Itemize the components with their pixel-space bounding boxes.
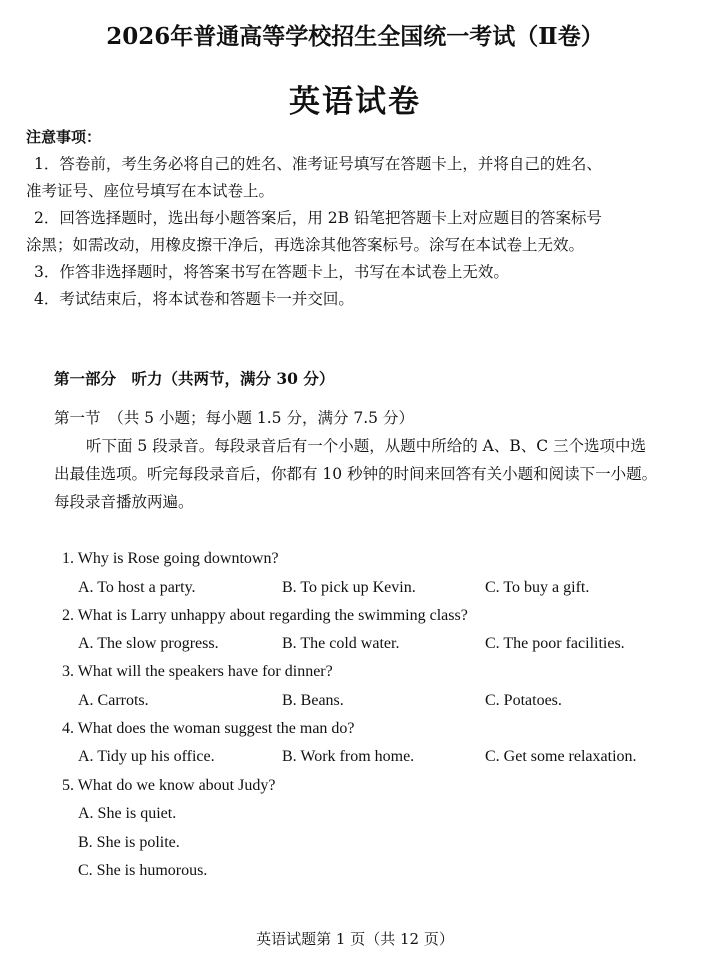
question-1-option-a: A. To host a party.: [78, 579, 196, 596]
question-4-option-a: A. Tidy up his office.: [78, 748, 215, 765]
notice-item-1-line-2: 准考证号、座位号填写在本试卷上。: [26, 182, 275, 200]
notice-item-1-line-1: 1．答卷前，考生务必将自己的姓名、准考证号填写在答题卡上，并将自己的姓名、: [34, 155, 602, 173]
notice-item-4: 4．考试结束后，将本试卷和答题卡一并交回。: [34, 290, 354, 308]
question-2-option-b: B. The cold water.: [282, 635, 400, 652]
question-5-option-c: C. She is humorous.: [78, 862, 208, 879]
instruction-line-3: 每段录音播放两遍。: [54, 493, 194, 511]
question-5-option-a: A. She is quiet.: [78, 805, 177, 822]
section-1-heading: 第一节 （共 5 小题；每小题 1.5 分，满分 7.5 分）: [54, 409, 414, 427]
part-1-heading: 第一部分 听力（共两节，满分 30 分）: [54, 369, 335, 388]
question-1: 1. Why is Rose going downtown?: [62, 550, 279, 567]
instruction-line-1: 听下面 5 段录音。每段录音后有一个小题，从题中所给的 A、B、C 三个选项中选: [86, 437, 647, 455]
notice-item-2-line-1: 2．回答选择题时，选出每小题答案后，用 2B 铅笔把答题卡上对应题目的答案标号: [34, 209, 602, 227]
question-5-option-b: B. She is polite.: [78, 834, 180, 851]
question-1-option-b: B. To pick up Kevin.: [282, 579, 416, 596]
question-2: 2. What is Larry unhappy about regarding the swimming class?: [62, 607, 468, 624]
question-4: 4. What does the woman suggest the man do?: [62, 720, 355, 737]
notice-heading: 注意事项：: [26, 128, 102, 146]
question-3-option-a: A. Carrots.: [78, 692, 149, 709]
question-1-option-c: C. To buy a gift.: [485, 579, 590, 596]
notice-item-2-line-2: 涂黑；如需改动，用橡皮擦干净后，再选涂其他答案标号。涂写在本试卷上无效。: [26, 236, 585, 254]
question-2-option-a: A. The slow progress.: [78, 635, 219, 652]
question-4-option-b: B. Work from home.: [282, 748, 415, 765]
instruction-line-2: 出最佳选项。听完每段录音后，你都有 10 秒钟的时间来回答有关小题和阅读下一小题。: [54, 465, 658, 483]
notice-item-3: 3．作答非选择题时，将答案书写在答题卡上，书写在本试卷上无效。: [34, 263, 509, 281]
question-2-option-c: C. The poor facilities.: [485, 635, 625, 652]
subject-title: 英语试卷: [289, 84, 421, 120]
question-4-option-c: C. Get some relaxation.: [485, 748, 637, 765]
page-footer: 英语试题第 1 页（共 12 页）: [256, 930, 454, 948]
question-5: 5. What do we know about Judy?: [62, 777, 276, 794]
question-3: 3. What will the speakers have for dinner?: [62, 663, 333, 680]
exam-title: 2026年普通高等学校招生全国统一考试（Ⅱ卷）: [106, 23, 604, 50]
question-3-option-b: B. Beans.: [282, 692, 344, 709]
question-3-option-c: C. Potatoes.: [485, 692, 562, 709]
